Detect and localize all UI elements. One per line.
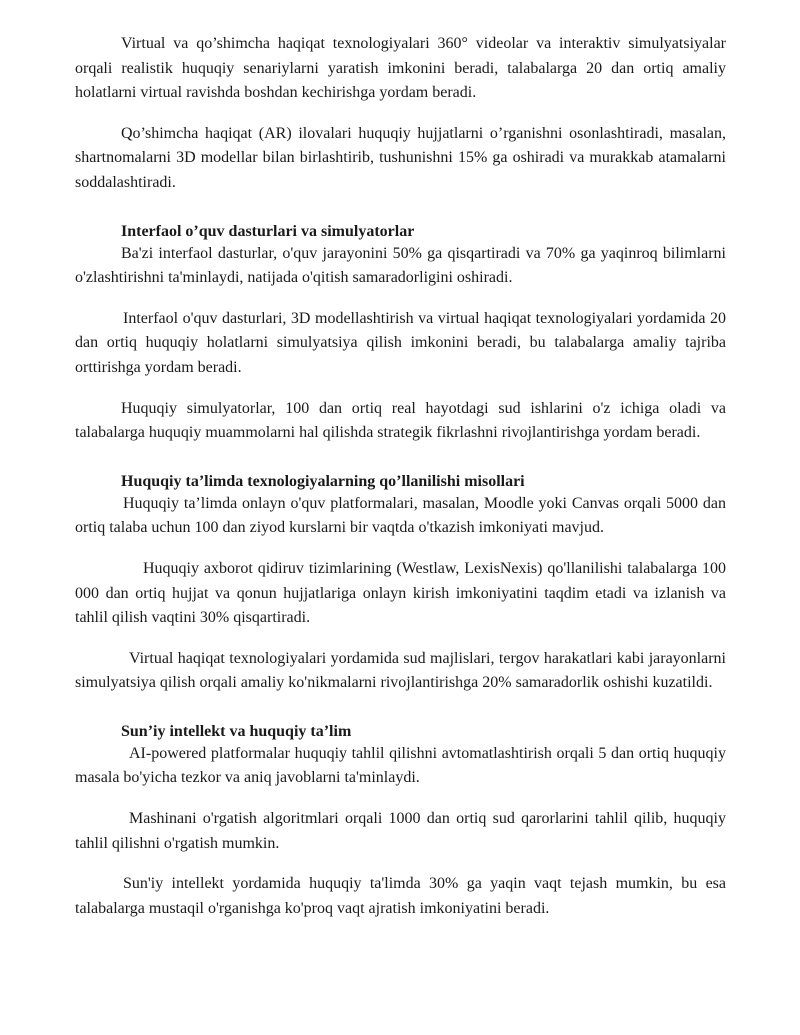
paragraph-ar-apps: Qo’shimcha haqiqat (AR) ilovalari huquqiy hujjatlarni o’rganishni osonlashtiradi, masalan, shartnomalarni 3D modellar bilan birlashtirib, tushunishni 15% ga oshiradi va murakkab atamalarni soddalashtiradi. xyxy=(75,124,726,191)
paragraph-interactive-programs: Ba'zi interfaol dasturlar, o'quv jarayonini 50% ga qisqartiradi va 70% ga yaqinroq bilimlarni o'zlashtirishni ta'minlaydi, natijada o'qitish samaradorligini oshiradi. xyxy=(75,244,726,287)
paragraph-ai-time-saving: Sun'iy intellekt yordamida huquqiy ta'limda 30% ga yaqin vaqt tejash mumkin, bu esa talabalarga mustaqil o'rganishga ko'proq vaqt ajratish imkoniyatini beradi. xyxy=(75,875,726,917)
paragraph-3d-modeling: Interfaol o'quv dasturlari, 3D modellashtirish va virtual haqiqat texnologiyalari yordamida 20 dan ortiq huquqiy holatlarni simulyatsiya qilish imkonini beradi, bu talabalarga amaliy tajriba orttirishga yordam beradi. xyxy=(75,309,726,376)
section-heading-examples: Huquqiy ta’limda texnologiyalarning qo’llanilishi misollari xyxy=(121,472,525,490)
section-heading-ai: Sun’iy intellekt va huquqiy ta’lim xyxy=(121,722,352,740)
paragraph-vr-court: Virtual haqiqat texnologiyalari yordamida sud majlislari, tergov harakatlari kabi jarayonlarni simulyatsiya qilish orqali amaliy ko'nikmalarni rivojlantirishga 20% samaradorlik oshishi kuzatildi. xyxy=(75,649,726,692)
document-page xyxy=(75,32,726,937)
paragraph-vr-ar: Virtual va qo’shimcha haqiqat texnologiyalari 360° videolar va interaktiv simulyatsiyalar orqali realistik huquqiy senariylarni yaratish imkonini beradi, talabalarga 20 dan ortiq amaliy holatlarni virtual ravishda boshdan kechirishga yordam beradi. xyxy=(75,35,726,102)
paragraph-online-platforms: Huquqiy ta’limda onlayn o'quv platformalari, masalan, Moodle yoki Canvas orqali 5000 dan ortiq talaba uchun 100 dan ziyod kurslarni bir vaqtda o'tkazish imkoniyati mavjud. xyxy=(75,494,726,537)
paragraph-machine-learning: Mashinani o'rgatish algoritmlari orqali 1000 dan ortiq sud qarorlarini tahlil qilib, huquqiy tahlil qilishni o'rgatish mumkin. xyxy=(75,810,726,852)
section-heading-interactive: Interfaol o’quv dasturlari va simulyatorlar xyxy=(121,222,415,240)
paragraph-legal-search: Huquqiy axborot qidiruv tizimlarining (Westlaw, LexisNexis) qo'llanilishi talabalarga 100 000 dan ortiq hujjat va qonun hujjatlariga onlayn kirish imkoniyatini taqdim etadi va izlanish va tahlil qilish vaqtini 30% qisqartiradi. xyxy=(75,559,726,627)
paragraph-ai-platforms: AI-powered platformalar huquqiy tahlil qilishni avtomatlashtirish orqali 5 dan ortiq huquqiy masala bo'yicha tezkor va aniq javoblarni ta'minlaydi. xyxy=(75,744,726,787)
paragraph-simulators: Huquqiy simulyatorlar, 100 dan ortiq real hayotdagi sud ishlarini o'z ichiga oladi va talabalarga huquqiy muammolarni hal qilishda strategik fikrlashni rivojlantirishga yordam beradi. xyxy=(75,399,726,442)
